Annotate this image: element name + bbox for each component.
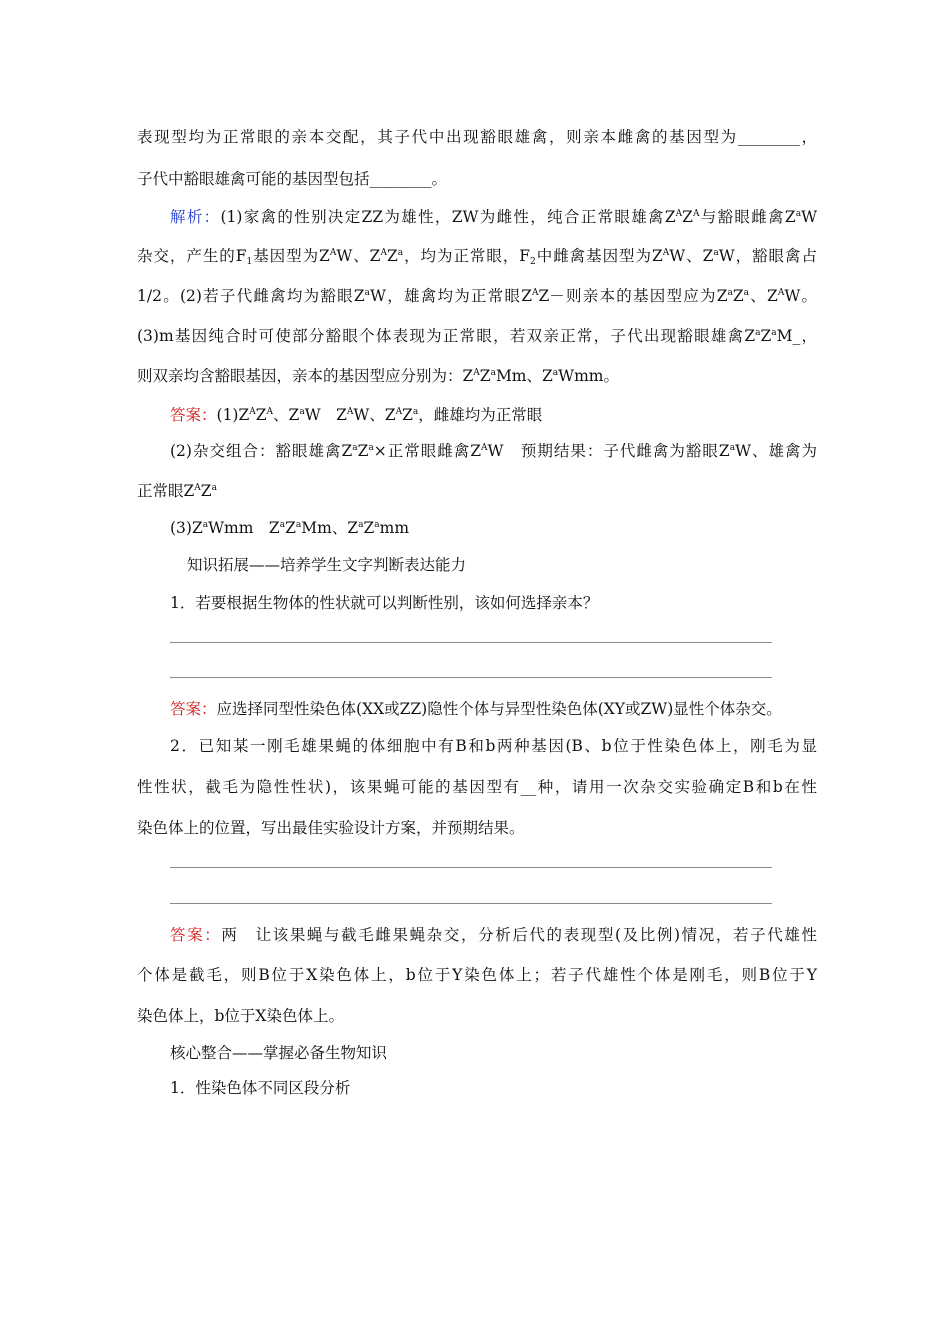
answer-line xyxy=(170,699,817,719)
text-run: ，雌雄均为正常眼 xyxy=(418,406,543,424)
superscript: A xyxy=(675,209,683,219)
answer-line xyxy=(170,925,817,945)
text-run: 则亲本的基因型应为Z xyxy=(564,287,728,305)
superscript: a xyxy=(368,443,374,453)
analysis-line: 杂交，产生的$F_1$基因型为$Z^AW$、$Z^AZ^a$，均为正常眼，$F_2$中雌禽基因型为$Z^AW$、$Z^aW$，豁眼禽占 xyxy=(137,247,817,267)
text-run: Wmm Z xyxy=(208,519,280,537)
text-run: Wmm。 xyxy=(558,367,619,385)
text-run: 则双亲均含豁眼基因，亲本的基因型应分别为：Z xyxy=(137,367,474,385)
text-run: 应选择同型性染色体(XX或ZZ)隐性个体与异型性染色体(XY或ZW)显性个体杂交。 xyxy=(216,700,782,718)
answer-line: 染色体上，b位于X染色体上。 xyxy=(137,1007,344,1025)
answer-line: 正常眼$Z^AZ^a$ xyxy=(137,482,217,500)
superscript: a xyxy=(364,288,371,298)
superscript: A xyxy=(481,443,488,453)
text-run: W、Z xyxy=(353,406,396,424)
text-run: W，雄禽均为正常眼Z xyxy=(370,287,532,305)
answer-blank-line xyxy=(170,677,772,678)
text-run: Mm、Z xyxy=(301,519,359,537)
question-text-line xyxy=(137,169,817,189)
text-run: 1/2。(2)若子代雌禽均为豁眼Z xyxy=(137,287,365,305)
answer-label: 答案： xyxy=(170,926,222,944)
superscript: a xyxy=(352,443,358,453)
analysis-line: 1/2。(2)若子代雌禽均为豁眼$Z^aW$，雄禽均为正常眼$Z^AZ-$则亲本的基因型应为$Z^aZ^a$、$Z^AW$。 xyxy=(137,287,817,305)
text-run: 表现型均为正常眼的亲本交配，其子代中出现豁眼雄禽，则亲本雌禽的基因型为________， xyxy=(137,128,817,146)
answer-blank-line xyxy=(170,867,772,868)
analysis-line: (3)m基因纯合时可使部分豁眼个体表现为正常眼，若双亲正常，子代出现豁眼雄禽$Z^aZ^aM\_$， xyxy=(137,327,817,345)
text-run: (1)家禽的性别决定ZZ为雄性，ZW为雌性，纯合正常眼雄禽Z xyxy=(220,208,676,226)
section-heading: 知识拓展——培养学生文字判断表达能力 xyxy=(187,556,467,574)
text-run: (3)Z xyxy=(170,519,203,537)
answer-blank-line xyxy=(170,903,772,904)
text-run: M_， xyxy=(776,327,817,345)
text-run: W、雄禽为 xyxy=(735,442,817,460)
text-run: 杂交，产生的F xyxy=(137,247,247,265)
question-1: 1．若要根据生物体的性状就可以判断性别，该如何选择亲本？ xyxy=(170,594,599,612)
superscript: A xyxy=(249,407,256,417)
superscript: a xyxy=(795,209,802,219)
superscript: a xyxy=(490,368,496,378)
answer-line: 答案：$(1)Z^AZ^A$、$Z^aW$ $Z^AW$、$Z^AZ^a$，雌雄均为正常眼 xyxy=(170,406,543,424)
text-run: W Z xyxy=(304,406,347,424)
analysis-line: 则双亲均含豁眼基因，亲本的基因型应分别为：$Z^AZ^aMm$、$Z^aWmm$。 xyxy=(137,367,619,385)
text-run: (1)Z xyxy=(216,406,250,424)
superscript: a xyxy=(374,520,380,530)
superscript: a xyxy=(202,520,209,530)
superscript: a xyxy=(743,288,750,298)
superscript: a xyxy=(552,368,559,378)
superscript: A xyxy=(662,248,670,258)
text-run: W，豁眼禽占 xyxy=(718,247,817,265)
answer-line: $(3)Z^aWmm$ $Z^aZ^aMm$、$Z^aZ^amm$ xyxy=(170,519,410,537)
text-run: 基因型为Z xyxy=(252,247,330,265)
answer-line: 个体是截毛，则B位于X染色体上，b位于Y染色体上；若子代雄性个体是刚毛，则B位于Y xyxy=(137,966,817,984)
text-run: 子代中豁眼雄禽可能的基因型包括________。 xyxy=(137,170,448,188)
superscript: A xyxy=(266,407,274,417)
superscript: A xyxy=(329,248,337,258)
question-2-line: 性性状，截毛为隐性性状)，该果蝇可能的基因型有__种，请用一次杂交实验确定B和b在性 xyxy=(137,778,817,796)
analysis-line: 解析：(1)家禽的性别决定ZZ为雄性，ZW为雌性，纯合正常眼雄禽$Z^AZ^A$与豁眼雌禽$Z^aW$ xyxy=(170,208,817,226)
text-run: ，均为正常眼，F xyxy=(403,247,531,265)
superscript: A xyxy=(777,288,785,298)
subscript: 1 xyxy=(246,257,253,267)
superscript: a xyxy=(729,443,736,453)
text-run: W、Z xyxy=(336,247,381,265)
superscript: a xyxy=(299,407,305,417)
question-2-line: 染色体上的位置，写出最佳实验设计方案，并预期结果。 xyxy=(137,819,525,837)
text-run: 中雌禽基因型为Z xyxy=(535,247,663,265)
text-run: － xyxy=(549,287,565,305)
superscript: a xyxy=(397,248,404,258)
superscript: A xyxy=(531,288,539,298)
answer-blank-line xyxy=(170,642,772,643)
text-run: W 预期结果：子代雌禽为豁眼Z xyxy=(487,442,730,460)
superscript: a xyxy=(412,407,419,417)
text-run: 两 让该果蝇与截毛雌果蝇杂交，分析后代的表现型(及比例)情况，若子代雄性 xyxy=(221,926,817,944)
answer-label: 答案： xyxy=(170,406,217,424)
text-run: ×正常眼雌禽Z xyxy=(373,442,481,460)
superscript: a xyxy=(295,520,302,530)
superscript: a xyxy=(727,288,733,298)
section-heading: 核心整合——掌握必备生物知识 xyxy=(170,1044,388,1062)
superscript: A xyxy=(346,407,354,417)
answer-label: 答案： xyxy=(170,700,217,718)
text-run: W、Z xyxy=(669,247,714,265)
answer-line: (2)杂交组合：豁眼雄禽$Z^aZ^a\times$正常眼雌禽$Z^AW$ 预期结果：子代雌禽为豁眼$Z^aW$、雄禽为 xyxy=(170,442,817,460)
text-run: mm xyxy=(379,519,410,537)
superscript: A xyxy=(395,407,403,417)
superscript: a xyxy=(713,248,719,258)
analysis-label: 解析： xyxy=(170,208,221,226)
text-run: (2)杂交组合：豁眼雄禽Z xyxy=(170,442,353,460)
superscript: a xyxy=(358,520,364,530)
subscript: 2 xyxy=(530,257,536,267)
superscript: A xyxy=(692,209,700,219)
superscript: A xyxy=(194,483,201,493)
text-run: 与豁眼雌禽Z xyxy=(699,208,796,226)
text-run: 、Z xyxy=(273,406,300,424)
superscript: A xyxy=(380,248,387,258)
superscript: A xyxy=(473,368,480,378)
superscript: a xyxy=(211,483,217,493)
superscript: a xyxy=(755,328,761,338)
list-item: 1．性染色体不同区段分析 xyxy=(170,1079,351,1097)
text-run: 、Z xyxy=(749,287,778,305)
text-run: 正常眼Z xyxy=(137,482,195,500)
text-run: (3)m基因纯合时可使部分豁眼个体表现为正常眼，若双亲正常，子代出现豁眼雄禽Z xyxy=(137,327,756,345)
question-text-line xyxy=(137,127,817,147)
question-2-line: 2．已知某一刚毛雄果蝇的体细胞中有B和b两种基因(B、b位于性染色体上，刚毛为显 xyxy=(170,737,817,755)
superscript: a xyxy=(279,520,286,530)
superscript: a xyxy=(771,328,777,338)
text-run: Mm、Z xyxy=(495,367,553,385)
